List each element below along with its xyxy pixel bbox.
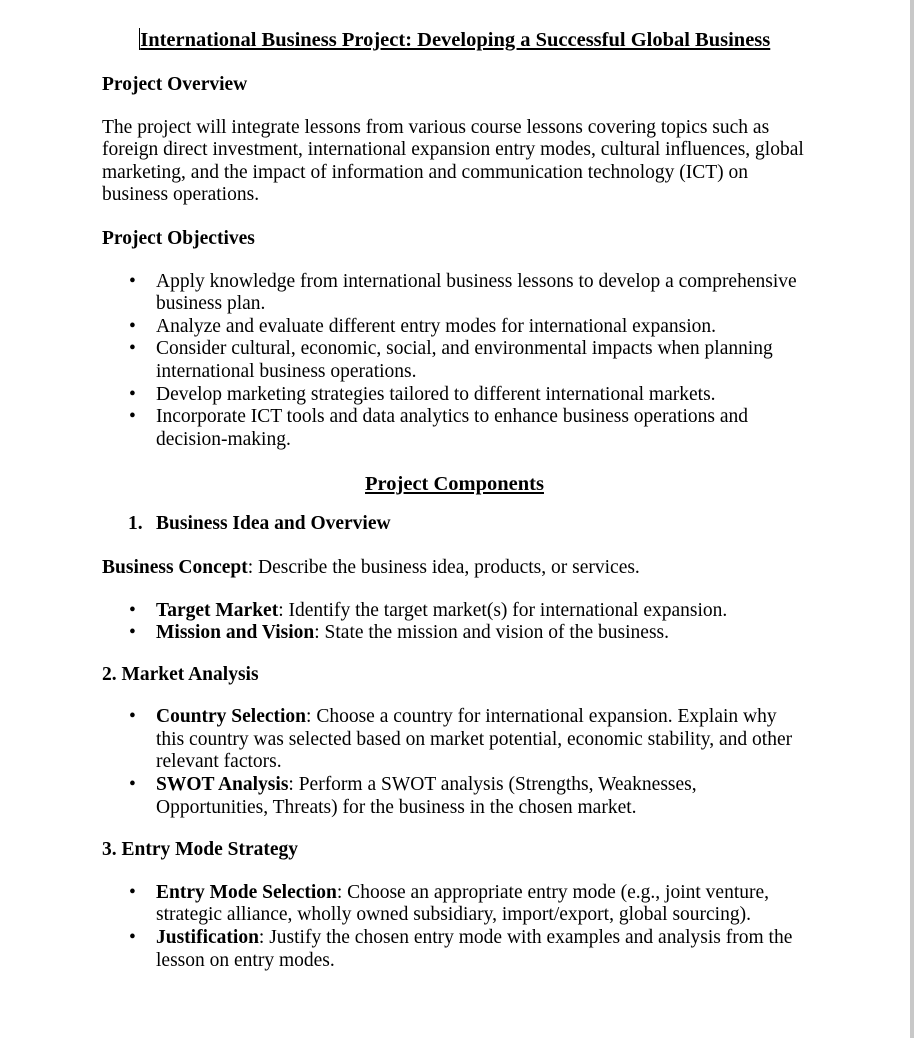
- section1-heading-text: Business Idea and Overview: [156, 513, 391, 535]
- bullet-icon: •: [129, 338, 136, 360]
- bullet-icon: •: [129, 881, 136, 903]
- list-item-text: Analyze and evaluate different entry modes for international expansion.: [156, 315, 717, 337]
- list-item: [129, 706, 807, 774]
- bullet-icon: •: [129, 315, 136, 337]
- list-item-text: Incorporate ICT tools and data analytics to enhance business operations and decision-making.: [156, 406, 749, 450]
- bullet-icon: •: [129, 622, 136, 644]
- list-item: [129, 599, 807, 623]
- list-item-text: : State the mission and vision of the business.: [314, 622, 670, 644]
- section3-list: [102, 882, 807, 972]
- list-item-text: : Justify the chosen entry mode with examples and analysis from the lesson on entry modes.: [156, 927, 793, 971]
- list-item: [129, 774, 807, 819]
- bullet-icon: •: [129, 383, 136, 405]
- overview-heading: Project Overview: [102, 74, 248, 95]
- bullet-icon: •: [129, 706, 136, 728]
- list-item-label: Target Market: [156, 599, 279, 621]
- list-item: [129, 383, 807, 407]
- list-item: [129, 270, 807, 316]
- section2-heading: 2. Market Analysis: [102, 663, 259, 685]
- section1-heading: [128, 513, 807, 536]
- section3-heading: 3. Entry Mode Strategy: [102, 839, 299, 861]
- list-item-text: : Choose a country for international expansion. Explain why this country was selected based on market potential, economic stability, and other relevant factors.: [156, 706, 793, 773]
- bullet-icon: •: [129, 270, 136, 292]
- list-item-label: Justification: [156, 927, 259, 949]
- document-title-text: International Business Project: Developing a Successful Global Business: [140, 29, 771, 51]
- business-concept-label: Business Concept: [102, 556, 248, 578]
- section1-list: [102, 600, 807, 645]
- business-concept-text: : Describe the business idea, products, or services.: [247, 556, 640, 578]
- business-concept-paragraph: [102, 557, 807, 580]
- objectives-heading: Project Objectives: [102, 227, 255, 249]
- list-item-label: Entry Mode Selection: [156, 881, 337, 903]
- list-item: [129, 406, 807, 451]
- list-item: [129, 338, 807, 383]
- list-item: [129, 622, 807, 645]
- components-numbered-list: [102, 513, 807, 536]
- bullet-icon: •: [129, 599, 136, 621]
- list-item-text: Consider cultural, economic, social, and environmental impacts when planning international business operations.: [156, 338, 773, 382]
- list-item: [129, 927, 807, 972]
- document-title: [102, 27, 807, 53]
- document-body[interactable]: [102, 27, 807, 972]
- list-item-text: : Perform a SWOT analysis (Strengths, Weaknesses, Opportunities, Threats) for the business in the chosen market.: [156, 774, 697, 818]
- list-item-text: Develop marketing strategies tailored to different international markets.: [156, 383, 716, 405]
- list-item-label: Country Selection: [156, 706, 307, 728]
- list-item: [129, 315, 807, 339]
- bullet-icon: •: [129, 927, 136, 949]
- list-item-label: Mission and Vision: [156, 622, 315, 644]
- list-item-text: : Choose an appropriate entry mode (e.g., joint venture, strategic alliance, wholly owned subsidiary, import/export, global sourcing).: [156, 881, 770, 926]
- list-item-label: SWOT Analysis: [156, 774, 289, 796]
- bullet-icon: •: [129, 774, 136, 796]
- overview-paragraph: The project will integrate lessons from various course lessons covering topics such as foreign direct investment, international expansion entry modes, cultural influences, global marketing, and the impact of information and communication technology (ICT) on business operations.: [102, 116, 804, 206]
- list-item-text: Apply knowledge from international business lessons to develop a comprehensive business plan.: [156, 270, 797, 315]
- window-edge: [910, 0, 914, 1038]
- objectives-list: [102, 271, 807, 452]
- list-item: [129, 881, 807, 927]
- components-heading: Project Components: [365, 473, 544, 496]
- section1-number: 1.: [128, 513, 143, 535]
- list-item-text: : Identify the target market(s) for international expansion.: [278, 599, 728, 621]
- section2-list: [102, 706, 807, 819]
- bullet-icon: •: [129, 406, 136, 428]
